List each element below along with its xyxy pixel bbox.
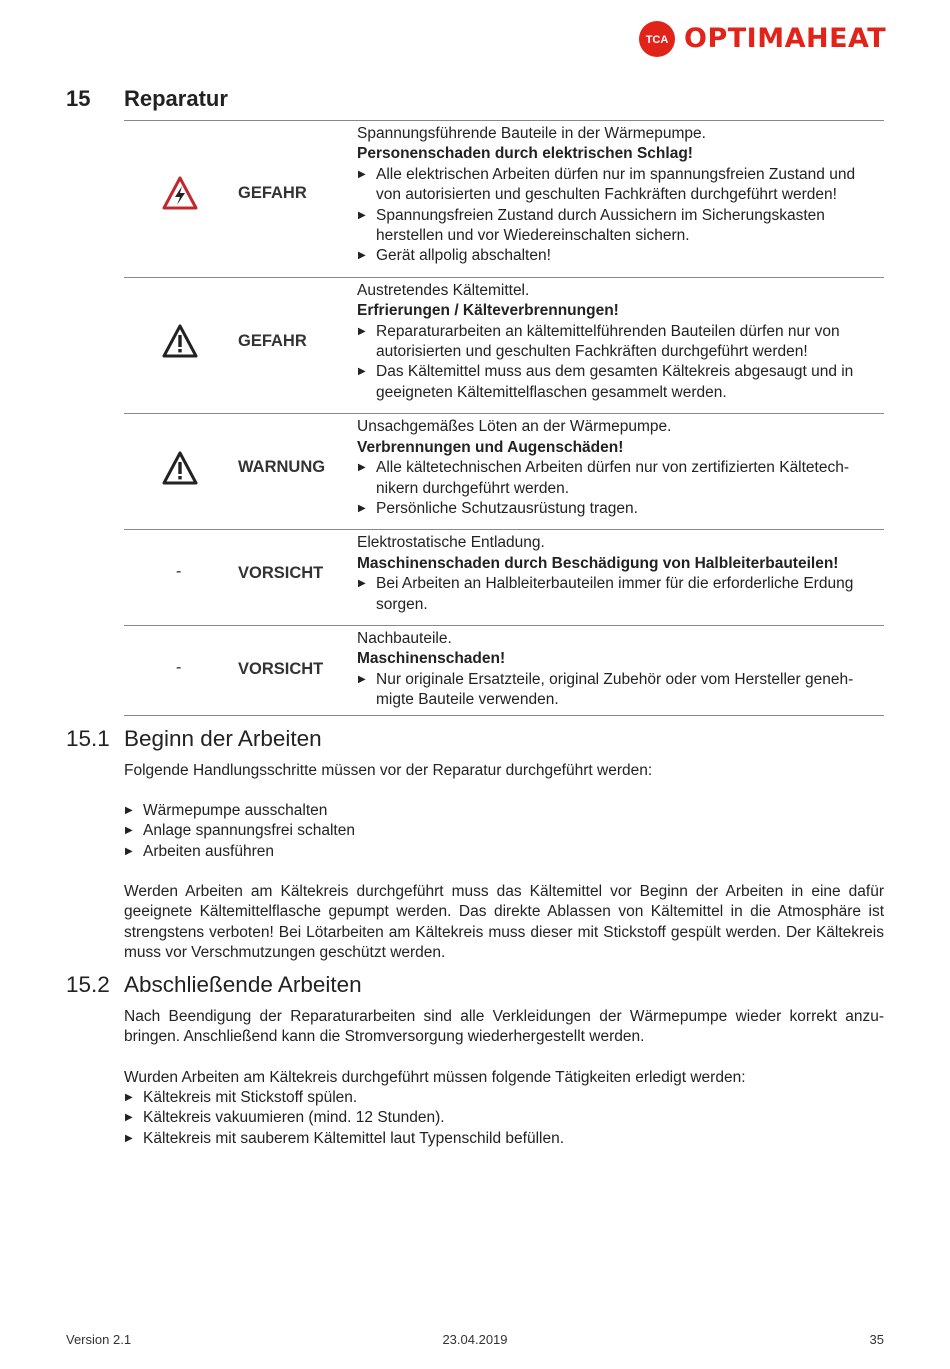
- section-heading: [66, 726, 322, 752]
- section-number: 15.2: [66, 972, 110, 997]
- section-paragraph: Werden Arbeiten am Kältekreis durchgeführt muss das Kältemittel vor Beginn der Arbeiten in eine dafür geeignete Kältemittelflasche gepumpt werden. Das direkte Ablassen von Kältemittel in die Atmosphäre ist strengstens verboten! Bei Lötarbeiten am Kältekreis muss dieser mit Stickstoff gespült werden. Der Kältekreis muss vor Verschmutzungen geschützt werden.: [124, 883, 884, 962]
- section-title: Beginn der Arbeiten: [124, 726, 322, 751]
- list-item: ▶ Kältekreis mit sauberem Kältemittel laut Typenschild befüllen.: [124, 1129, 884, 1149]
- footer-version: Version 2.1: [66, 1332, 132, 1347]
- consequence-text: Maschinenschaden!: [357, 650, 506, 668]
- section-paragraph: Nach Beendigung der Reparaturarbeiten sind alle Verkleidungen der Wärmepumpe wieder korrekt anzu- bringen. Anschließend kann die Stromversorgung wiederhergestellt werden.: [124, 1008, 884, 1046]
- signal-word: VORSICHT: [238, 659, 324, 678]
- measure-item: ▶ Alle elektrischen Arbeiten dürfen nur im spannungsfreien Zustand und von autorisierten und geschulten Fachkräften durchgeführt werden!: [357, 165, 884, 206]
- measure-item: ▶ Alle kältetechnischen Arbeiten dürfen nur von zertifizierten Kältetech- nikern durchgeführt werden.: [357, 458, 884, 499]
- no-icon-dash: -: [176, 658, 182, 676]
- safety-row: [124, 413, 884, 523]
- warning-triangle-icon: [162, 451, 198, 485]
- list-item: ▶ Kältekreis vakuumieren (mind. 12 Stunden).: [124, 1108, 884, 1128]
- safety-notices: [124, 120, 884, 716]
- list-item: ▶ Arbeiten ausführen: [124, 842, 884, 862]
- brand-name: OPTIMAHEAT: [684, 23, 887, 54]
- signal-word: VORSICHT: [238, 564, 324, 583]
- brand-logo: [638, 20, 948, 58]
- no-icon-dash: -: [176, 563, 182, 581]
- safety-row: [124, 529, 884, 619]
- section-number: 15.1: [66, 726, 110, 751]
- signal-word: GEFAHR: [238, 184, 307, 202]
- consequence-text: Erfrierungen / Kälteverbrennungen!: [357, 302, 619, 320]
- svg-text:TCA: TCA: [645, 34, 669, 46]
- chapter-heading: [66, 86, 228, 112]
- step-list: [124, 801, 884, 862]
- section-title: Abschließende Arbeiten: [124, 972, 362, 997]
- logo-mark-icon: [638, 20, 676, 58]
- measure-item: ▶ Nur originale Ersatzteile, original Zubehör oder vom Hersteller geneh- migte Bauteile verwenden.: [357, 670, 884, 711]
- measure-item: ▶ Bei Arbeiten an Halbleiterbauteilen immer für die erforderliche Erdung sorgen.: [357, 574, 884, 615]
- signal-word: WARNUNG: [238, 458, 326, 477]
- consequence-text: Personenschaden durch elektrischen Schlag!: [357, 145, 693, 163]
- measure-item: ▶ Spannungsfreien Zustand durch Aussichern im Sicherungskasten herstellen und vor Wiedereinschalten sichern.: [357, 206, 884, 247]
- safety-row: [124, 277, 884, 407]
- electric-hazard-icon: [162, 176, 198, 210]
- chapter-title: Reparatur: [124, 86, 228, 111]
- measure-item: ▶ Das Kältemittel muss aus dem gesamten Kältekreis abgesaugt und in geeigneten Kältemittelflaschen gesammelt werden.: [357, 362, 884, 403]
- signal-word: GEFAHR: [238, 331, 307, 350]
- section-intro: Folgende Handlungsschritte müssen vor der Reparatur durchgeführt werden:: [124, 762, 653, 779]
- page-number: 35: [869, 1332, 884, 1347]
- hazard-text: Elektrostatische Entladung.: [357, 534, 545, 552]
- warning-triangle-icon: [162, 324, 198, 358]
- hazard-text: Spannungsführende Bauteile in der Wärmepumpe.: [357, 125, 706, 142]
- hazard-text: Unsachgemäßes Löten an der Wärmepumpe.: [357, 418, 672, 436]
- chapter-number: 15: [66, 86, 91, 111]
- section-intro: Wurden Arbeiten am Kältekreis durchgeführt müssen folgende Tätigkeiten erledigt werden:: [124, 1069, 746, 1086]
- list-item: ▶ Wärmepumpe ausschalten: [124, 801, 884, 821]
- measure-item: ▶ Reparaturarbeiten an kältemittelführenden Bauteilen dürfen nur von autorisierten und geschulten Fachkräften durchgeführt werden!: [357, 322, 884, 363]
- list-item: ▶ Anlage spannungsfrei schalten: [124, 821, 884, 841]
- footer-date: 23.04.2019: [442, 1332, 508, 1347]
- safety-row: [124, 625, 884, 716]
- step-list: [124, 1088, 884, 1149]
- section-heading: [66, 972, 362, 998]
- list-item: ▶ Kältekreis mit Stickstoff spülen.: [124, 1088, 884, 1108]
- consequence-text: Maschinenschaden durch Beschädigung von Halbleiterbauteilen!: [357, 554, 839, 572]
- measure-item: ▶ Gerät allpolig abschalten!: [357, 246, 884, 266]
- hazard-text: Nachbauteile.: [357, 629, 452, 647]
- hazard-text: Austretendes Kältemittel.: [357, 281, 530, 299]
- safety-row: [124, 120, 884, 271]
- measure-item: ▶ Persönliche Schutzausrüstung tragen.: [357, 499, 884, 519]
- consequence-text: Verbrennungen und Augenschäden!: [357, 438, 624, 456]
